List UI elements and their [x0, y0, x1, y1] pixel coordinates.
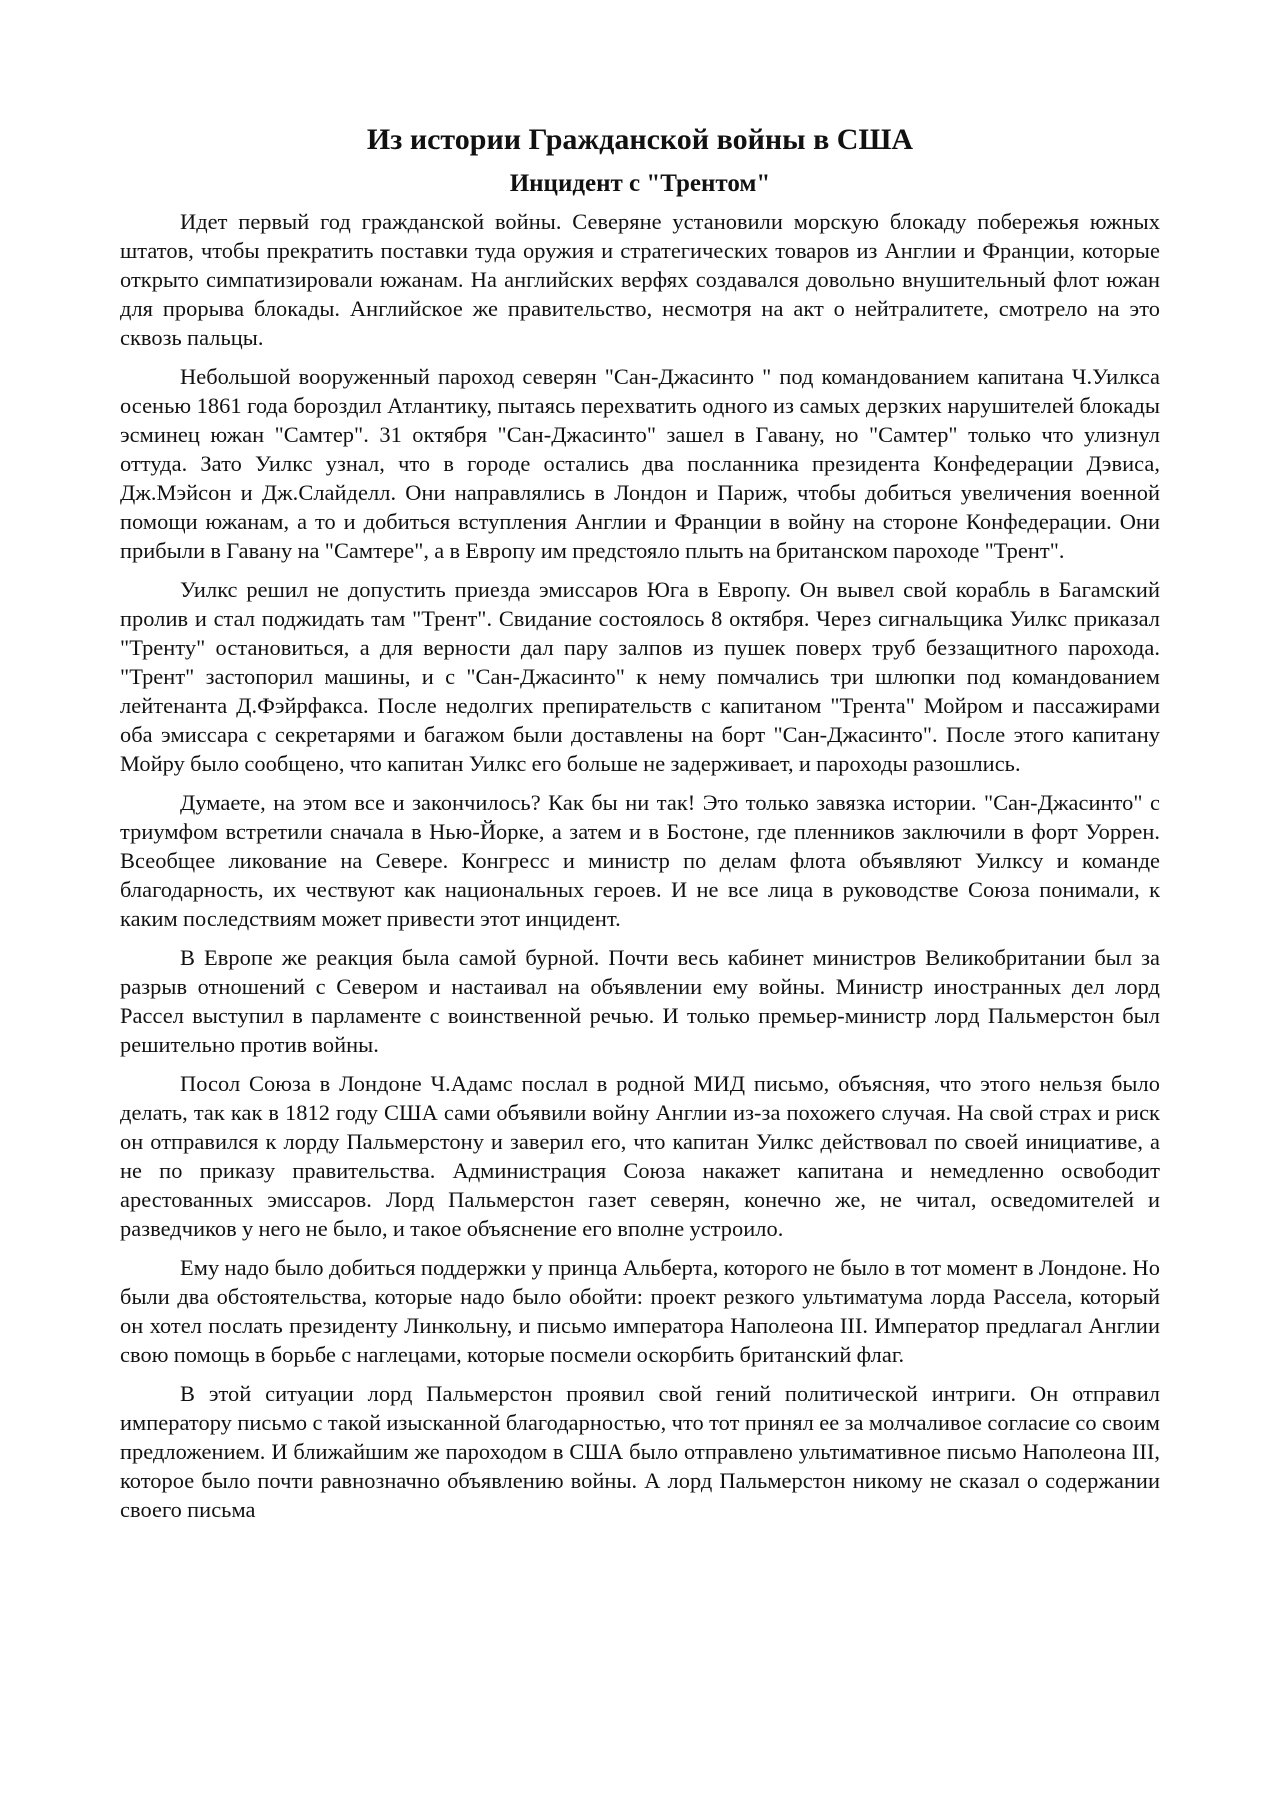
paragraph-3: Уилкс решил не допустить приезда эмиссаров Юга в Европу. Он вывел свой корабль в Багамский пролив и стал поджидать там "Трент". Свидание состоялось 8 октября. Через сигнальщика Уилкс приказал "Тренту" остановиться, а для верности дал пару залпов из пушек поверх труб беззащитного парохода. "Трент" застопорил машины, и с "Сан-Джасинто" к нему помчались три шлюпки под командованием лейтенанта Д.Фэйрфакса. После недолгих препирательств с капитаном "Трента" Мойром и пассажирами оба эмиссара с секретарями и багажом были доставлены на борт "Сан-Джасинто". После этого капитану Мойру было сообщено, что капитан Уилкс его больше не задерживает, и пароходы разошлись. [120, 577, 1160, 776]
paragraph-4: Думаете, на этом все и закончилось? Как бы ни так! Это только завязка истории. "Сан-Джасинто" с триумфом встретили сначала в Нью-Йорке, а затем и в Бостоне, где пленников заключили в форт Уоррен. Всеобщее ликование на Севере. Конгресс и министр по делам флота объявляют Уилксу и команде благодарность, их чествуют как национальных героев. И не все лица в руководстве Союза понимали, к каким последствиям может привести этот инцидент. [120, 790, 1160, 931]
document-page [120, 116, 1160, 1534]
paragraph-5: В Европе же реакция была самой бурной. Почти весь кабинет министров Великобритании был за разрыв отношений с Севером и настаивал на объявлении ему войны. Министр иностранных дел лорд Рассел выступил в парламенте с воинственной речью. И только премьер-министр лорд Пальмерстон был решительно против войны. [120, 945, 1160, 1057]
paragraph-6: Посол Союза в Лондоне Ч.Адамс послал в родной МИД письмо, объясняя, что этого нельзя было делать, так как в 1812 году США сами объявили войну Англии из-за похожего случая. На свой страх и риск он отправился к лорду Пальмерстону и заверил его, что капитан Уилкс действовал по своей инициативе, а не по приказу правительства. Администрация Союза накажет капитана и немедленно освободит арестованных эмиссаров. Лорд Пальмерстон газет северян, конечно же, не читал, осведомителей и разведчиков у него не было, и такое объяснение его вполне устроило. [120, 1071, 1160, 1241]
document-title: Из истории Гражданской войны в США [366, 123, 914, 156]
paragraph-1: Идет первый год гражданской войны. Северяне установили морскую блокаду побережья южных штатов, чтобы прекратить поставки туда оружия и стратегических товаров из Англии и Франции, которые открыто симпатизировали южанам. На английских верфях создавался довольно внушительный флот южан для прорыва блокады. Английское же правительство, несмотря на акт о нейтралитете, смотрело на это сквозь пальцы. [120, 209, 1160, 350]
paragraph-7: Ему надо было добиться поддержки у принца Альберта, которого не было в тот момент в Лондоне. Но были два обстоятельства, которые надо было обойти: проект резкого ультиматума лорда Рассела, который он хотел послать президенту Линкольну, и письмо императора Наполеона III. Император предлагал Англии свою помощь в борьбе с наглецами, которые посмели оскорбить британский флаг. [120, 1255, 1160, 1367]
document-subtitle: Инцидент с "Трентом" [509, 170, 771, 197]
paragraph-2: Небольшой вооруженный пароход северян "Сан-Джасинто " под командованием капитана Ч.Уилкса осенью 1861 года бороздил Атлантику, пытаясь перехватить одного из самых дерзких нарушителей блокады эсминец южан "Самтер". 31 октября "Сан-Джасинто" зашел в Гавану, но "Самтер" только что улизнул оттуда. Зато Уилкс узнал, что в городе остались два посланника президента Конфедерации Дэвиса, Дж.Мэйсон и Дж.Слайделл. Они направлялись в Лондон и Париж, чтобы добиться увеличения военной помощи южанам, а то и добиться вступления Англии и Франции в войну на стороне Конфедерации. Они прибыли в Гавану на "Самтере", а в Европу им предстояло плыть на британском пароходе "Трент". [120, 364, 1160, 563]
paragraph-8: В этой ситуации лорд Пальмерстон проявил свой гений политической интриги. Он отправил императору письмо с такой изысканной благодарностью, что тот принял ее за молчаливое согласие со своим предложением. И ближайшим же пароходом в США было отправлено ультимативное письмо Наполеона III, которое было почти равнозначно объявлению войны. А лорд Пальмерстон никому не сказал о содержании своего письма [120, 1381, 1160, 1522]
